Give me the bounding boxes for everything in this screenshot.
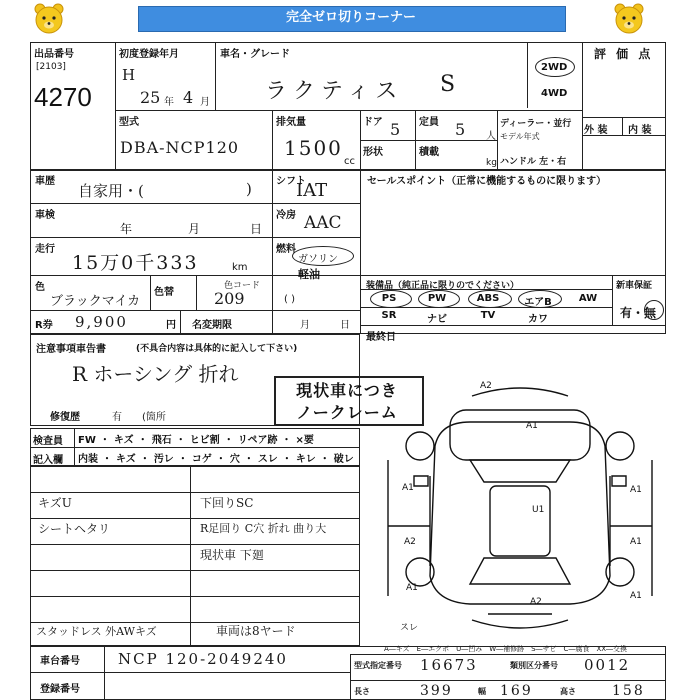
- displacement-value: 1500: [284, 136, 343, 160]
- separator: ・: [223, 435, 234, 446]
- ac-label: 冷房: [276, 210, 296, 221]
- repair-value: 有: [112, 412, 122, 423]
- equip-abs-circle: [468, 290, 512, 308]
- period-day: 日: [340, 320, 350, 331]
- period-label: 名変期限: [192, 320, 232, 331]
- capacity-label: 定員: [419, 117, 439, 128]
- new-car-value: 有・無: [620, 306, 657, 320]
- notes-text: R ホーシング 折れ: [72, 362, 239, 386]
- dealer-handle: ハンドル 左・右: [500, 157, 567, 167]
- shift-value: IAT: [296, 180, 328, 201]
- bear-mascot-icon: [32, 2, 66, 36]
- mark-a1-left-low: A1: [406, 583, 418, 593]
- inspector-item: 汚レ: [153, 454, 174, 465]
- mark-u1-roof: U1: [532, 505, 545, 515]
- chassis-value: NCP 120-2049240: [118, 650, 288, 668]
- registration-label: 登録番号: [40, 684, 80, 695]
- type-designation-value: 16673: [420, 656, 478, 674]
- stamp-line-2: ノークレーム: [296, 403, 398, 422]
- equipment-label: 装備品（純正品に限りのでください）: [366, 281, 520, 291]
- remark-right-4: 車両は8ヤード: [216, 624, 296, 638]
- inspector-item: 穴: [229, 454, 240, 465]
- last-day-label: 最終日: [366, 332, 396, 343]
- mark-a1-right-front: A1: [630, 485, 642, 495]
- equip-sr: SR: [381, 310, 397, 321]
- repair-close: (箇所: [142, 412, 166, 423]
- equip-airbag-circle: [518, 290, 562, 308]
- notes-label: 注意事項車告書: [36, 344, 106, 355]
- remark-left-3: スタッドレス 外AWキズ: [36, 625, 157, 638]
- separator: ・: [99, 435, 110, 446]
- grade-int-label: 内 装: [628, 125, 652, 136]
- load-unit: kg: [486, 158, 497, 168]
- drive-2wd: 2WD: [541, 62, 568, 73]
- mileage-value: 15万0千333: [72, 252, 199, 274]
- lot-label: 出品番号: [34, 49, 74, 60]
- color-change-label: 色替: [154, 287, 174, 298]
- inspector-item: コゲ: [191, 454, 212, 465]
- separator: ・: [137, 435, 148, 446]
- model-value: DBA-NCP120: [120, 138, 240, 157]
- recycle-value: 9,900: [75, 313, 128, 331]
- doors-label: ドア: [363, 117, 383, 128]
- remarks-frame: [30, 466, 360, 646]
- fuel-label: 燃料: [276, 244, 296, 255]
- length-value: 399: [420, 683, 453, 699]
- mark-a1-hood: A1: [526, 421, 538, 431]
- inspector-item: 破レ: [333, 454, 354, 465]
- inspector-label-1: 検査員: [33, 436, 63, 447]
- history-value: 自家用・(: [78, 182, 144, 200]
- first-reg-label: 初度登録年月: [119, 49, 179, 60]
- car-grade: S: [440, 72, 456, 97]
- fuel-diesel: 軽油: [298, 268, 320, 281]
- first-reg-month: 4: [183, 88, 194, 107]
- new-car-no-circle: [644, 300, 664, 320]
- inspector-item: キズ: [116, 454, 136, 465]
- equip-ps: PS: [381, 293, 397, 304]
- remark-right-1: 下回りSC: [200, 496, 254, 510]
- separator: ・: [175, 435, 186, 446]
- drive-2wd-circle: [535, 57, 575, 77]
- inspector-item: キズ: [113, 435, 134, 446]
- dealer-model-year: モデル年式: [500, 132, 540, 141]
- remark-left-2: シートヘタリ: [38, 522, 111, 536]
- recycle-label: R券: [35, 320, 53, 331]
- equip-tv: TV: [480, 310, 496, 321]
- inspector-label-2: 記入欄: [33, 455, 63, 466]
- new-car-label: 新車保証: [616, 281, 653, 291]
- mark-a1-right-rear: A1: [630, 537, 642, 547]
- height-label: 高さ: [560, 687, 576, 696]
- height-value: 158: [612, 683, 645, 699]
- mark-a1-right-low: A1: [630, 591, 642, 601]
- grade-label: 評 価 点: [594, 47, 654, 61]
- length-label: 長さ: [354, 687, 370, 696]
- inspection-label: 車検: [35, 210, 55, 221]
- color-code-label: 色コード: [224, 281, 261, 291]
- separator: ・: [177, 454, 188, 465]
- inspection-year: 年: [120, 222, 133, 236]
- inspector-item: キレ: [295, 454, 316, 465]
- inspector-item: FW: [78, 435, 96, 446]
- doors-value: 5: [390, 120, 401, 139]
- ac-value: AAC: [304, 213, 342, 233]
- mark-a2-left-rear: A2: [404, 537, 416, 547]
- history-close: ): [246, 180, 252, 198]
- inspector-item: スレ: [257, 454, 278, 465]
- equip-leather: カワ: [528, 314, 548, 325]
- inspector-item: ヒビ割: [189, 435, 220, 446]
- separator: ・: [102, 454, 112, 465]
- notes-sub: (不具合内容は具体的に記入して下さい): [136, 344, 298, 354]
- fuel-gasoline: ガソリン: [298, 254, 338, 265]
- separator: ・: [243, 454, 254, 465]
- inspection-day: 日: [250, 222, 263, 236]
- width-value: 169: [500, 683, 533, 699]
- first-reg-era: H: [122, 66, 136, 84]
- fuel-gasoline-circle: [292, 246, 354, 266]
- repair-label: 修復歴: [50, 412, 80, 423]
- separator: ・: [319, 454, 330, 465]
- mark-a2-front: A2: [480, 381, 492, 391]
- recycle-unit: 円: [166, 320, 176, 331]
- lot-number: 4270: [34, 82, 92, 112]
- remark-right-2: R足回り C穴 折れ 曲り大: [200, 522, 327, 535]
- inspector-item: リペア跡: [237, 435, 278, 446]
- capacity-unit: 人: [486, 131, 496, 142]
- first-reg-month-unit: 月: [200, 97, 210, 108]
- equip-ps-circle: [370, 290, 412, 308]
- type-designation-label: 型式指定番号: [354, 661, 402, 670]
- capacity-value: 5: [455, 120, 466, 139]
- inspector-item: ×要: [295, 435, 314, 446]
- inspector-row-2: [78, 450, 358, 465]
- car-name: ラクティス: [265, 79, 404, 104]
- sales-point-label: セールスポイント（正常に機能するものに限ります）: [367, 176, 607, 187]
- load-label: 積載: [419, 147, 439, 158]
- mileage-unit: km: [232, 262, 248, 273]
- mark-scuff-rear: スレ: [400, 623, 419, 633]
- color-label: 色: [35, 282, 45, 293]
- inspector-item: 飛石: [151, 435, 172, 446]
- first-reg-year: 25: [140, 88, 161, 107]
- stamp-line-1: 現状車につき: [296, 381, 398, 400]
- shift-label: シフト: [276, 176, 306, 187]
- displacement-unit: cc: [344, 156, 355, 167]
- history-label: 車歴: [35, 176, 55, 187]
- equip-pw: PW: [427, 293, 447, 304]
- equip-navi: ナビ: [427, 314, 447, 325]
- shape-label: 形状: [363, 147, 383, 158]
- mark-a2-rear: A2: [530, 597, 542, 607]
- damage-legend: A―キズ E―エクボ U―凹み W―補修跡 S―サビ C―腐食 XX―交換: [384, 645, 628, 653]
- class-label: 類別区分番号: [510, 661, 558, 670]
- remark-right-3: 現状車 下廻: [200, 548, 264, 562]
- mark-a1-left-front: A1: [402, 483, 414, 493]
- mileage-label: 走行: [35, 244, 55, 255]
- chassis-label: 車台番号: [40, 656, 80, 667]
- width-label: 幅: [478, 687, 486, 696]
- equip-aw: AW: [578, 293, 598, 304]
- color-code: 209: [214, 289, 245, 308]
- remark-left-1: キズU: [38, 496, 72, 510]
- color-value: ブラックマイカ: [50, 294, 141, 309]
- equip-pw-circle: [418, 290, 460, 308]
- fuel-paren: ( ): [284, 294, 295, 305]
- equip-airbag: エアB: [524, 297, 552, 308]
- model-label: 型式: [119, 117, 139, 128]
- separator: ・: [281, 454, 292, 465]
- car-label: 車名・グレード: [220, 49, 290, 60]
- inspector-item: 内装: [78, 454, 98, 465]
- equip-abs: ABS: [476, 293, 500, 304]
- separator: ・: [139, 454, 150, 465]
- dealer-label: ディーラー・並行: [500, 119, 572, 129]
- grade-ext-label: 外 装: [584, 125, 608, 136]
- inspection-month: 月: [188, 222, 201, 236]
- car-damage-diagram: [380, 376, 670, 640]
- inspector-row-1: [78, 431, 318, 446]
- displacement-label: 排気量: [276, 117, 306, 128]
- period-month: 月: [300, 320, 310, 331]
- bear-mascot-icon: [612, 2, 646, 36]
- drive-4wd: 4WD: [541, 88, 568, 99]
- separator: ・: [215, 454, 226, 465]
- class-value: 0012: [584, 656, 631, 674]
- lot-sub: [2103]: [36, 62, 66, 72]
- separator: ・: [281, 435, 292, 446]
- first-reg-year-unit: 年: [164, 97, 174, 108]
- header-title: 完全ゼロ切りコーナー: [285, 10, 416, 25]
